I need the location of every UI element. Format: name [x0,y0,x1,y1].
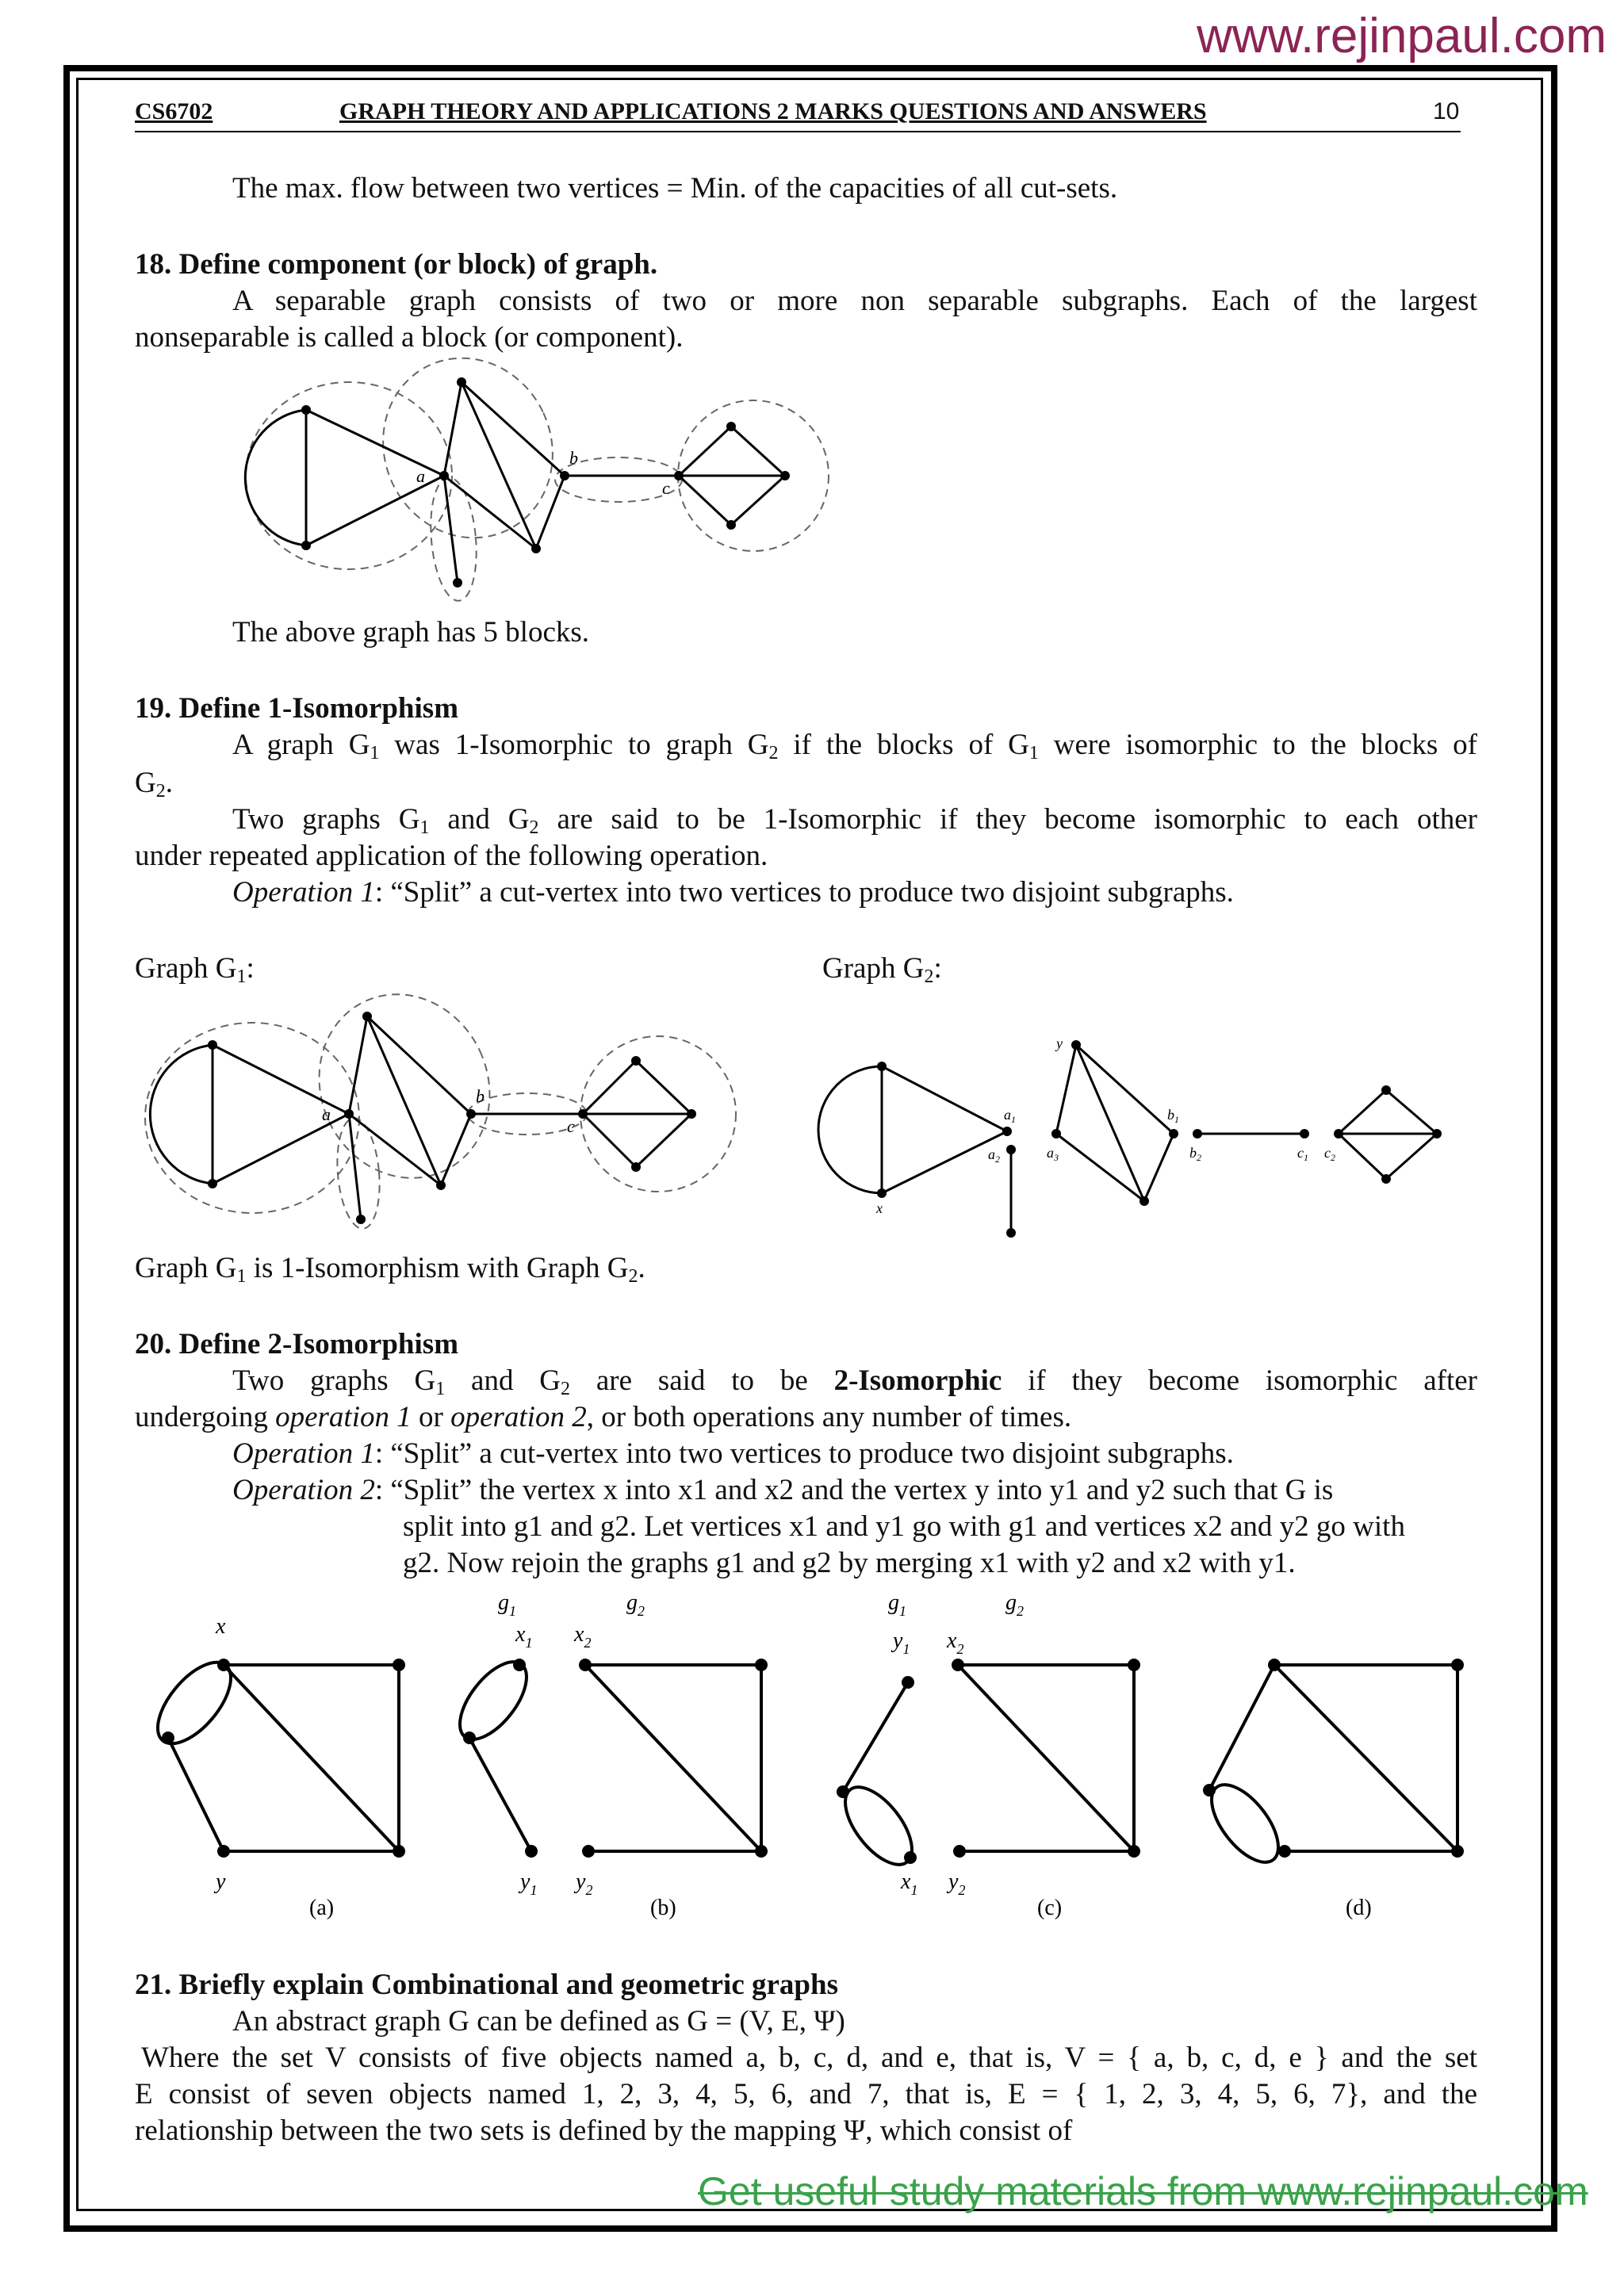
watermark-top[interactable]: www.rejinpaul.com [1197,9,1607,63]
fig-b-label: (b) [650,1896,676,1920]
q20-op2-line3: g2. Now rejoin the graphs g1 and g2 by merging x1 with y2 and x2 with y1. [403,1547,1296,1579]
q18-label-a: a [416,466,425,486]
fig-b-x2: $x_2$ [574,1622,592,1651]
q19-line1: A graph $G_1$ was 1-Isomorphic to graph $G_2$ if the blocks of $G_1$ were isomorphic to the blocks of [232,729,1477,763]
g2-label-x: x [876,1200,883,1216]
fig-b-g2: $g_2$ [626,1590,645,1619]
g2-label-a3: $a_3$ [1047,1145,1059,1163]
g1-label-b: b [476,1086,485,1106]
fig-c-g2: $g_2$ [1005,1590,1024,1619]
q20-op1: Operation 1: “Split” a cut-vertex into two vertices to produce two disjoint subgraphs. [232,1437,1234,1470]
q19-heading: 19. Define 1-Isomorphism [135,692,459,725]
fig-c-label: (c) [1037,1896,1063,1920]
q18-label-b: b [569,448,578,468]
q18-caption: The above graph has 5 blocks. [232,616,590,649]
fig-a-x: x [216,1614,226,1639]
watermark-bottom[interactable]: Get useful study materials from www.rejinpaul.com [698,2169,1588,2214]
q21-line3: E consist of seven objects named 1, 2, 3, 4, 5, 6, and 7, that is, E = { 1, 2, 3, 4, 5, 6, 7}, and the [135,2078,1477,2110]
q18-heading: 18. Define component (or block) of graph. [135,248,658,281]
course-code: CS6702 [135,98,213,124]
fig-c-x1: $x_1$ [901,1869,918,1898]
g2-label-y: y [1056,1035,1063,1051]
q20-line2: undergoing operation 1 or operation 2, or both operations any number of times. [135,1401,1072,1433]
q21-heading: 21. Briefly explain Combinational and geometric graphs [135,1969,838,2001]
intro-line: The max. flow between two vertices = Min. of the capacities of all cut-sets. [232,172,1118,205]
q20-op2-line1: Operation 2: “Split” the vertex x into x1 and x2 and the vertex y into y1 and y2 such that G is [232,1474,1334,1506]
g2-label-c2: $c_2$ [1324,1145,1335,1163]
q19-g2-label: Graph $G_2$: [822,952,942,987]
q18-para-line2: nonseparable is called a block (or component). [135,321,684,354]
fig-c-y2: $y_2$ [948,1869,966,1898]
q18-para-line1: A separable graph consists of two or more non separable subgraphs. Each of the largest [232,285,1477,317]
g1-label-a: a [322,1104,331,1124]
q19-line2: $G_2$. [135,767,173,802]
q20-line1: Two graphs $G_1$ and $G_2$ are said to be 2-Isomorphic if they become isomorphic after [232,1364,1477,1399]
header-title: GRAPH THEORY AND APPLICATIONS 2 MARKS QUESTIONS AND ANSWERS [339,98,1207,124]
fig-c-y1: $y_1$ [893,1628,910,1657]
g2-label-a2: $a_2$ [988,1146,1000,1165]
q19-op1: Operation 1: “Split” a cut-vertex into two vertices to produce two disjoint subgraphs. [232,876,1234,909]
g2-label-a1: $a_1$ [1004,1107,1016,1125]
g2-label-b2: $b_2$ [1189,1145,1201,1163]
fig-a-y: y [216,1869,226,1894]
q19-line3: Two graphs $G_1$ and $G_2$ are said to be 1-Isomorphic if they become isomorphic to each other [232,803,1477,838]
g2-label-c1: $c_1$ [1297,1145,1308,1163]
fig-c-g1: $g_1$ [888,1590,906,1619]
fig-d-label: (d) [1346,1896,1372,1920]
q20-op2-line2: split into g1 and g2. Let vertices x1 and y1 go with g1 and vertices x2 and y2 go with [403,1510,1405,1543]
fig-b-y2: $y_2$ [576,1869,593,1898]
fig-b-x1: $x_1$ [515,1622,533,1651]
fig-a-label: (a) [309,1896,335,1920]
q18-label-c: c [662,478,670,498]
fig-b-g1: $g_1$ [498,1590,516,1619]
fig-b-y1: $y_1$ [520,1869,538,1898]
q19-conclusion: Graph $G_1$ is 1-Isomorphism with Graph $G_2$. [135,1252,645,1287]
page-number: 10 [1433,98,1460,124]
q19-line4: under repeated application of the following operation. [135,840,768,872]
q20-heading: 20. Define 2-Isomorphism [135,1328,459,1360]
fig-c-x2: $x_2$ [947,1628,964,1657]
g1-label-c: c [567,1116,575,1136]
g2-label-b1: $b_1$ [1167,1107,1179,1125]
q21-line1: An abstract graph G can be defined as G = (V, E, Ψ) [232,2005,845,2038]
q21-line2: Where the set V consists of five objects named a, b, c, d, and e, that is, V = { a, b, c, d, e } and the set [141,2042,1477,2074]
q21-line4: relationship between the two sets is defined by the mapping Ψ, which consist of [135,2114,1073,2147]
q19-g1-label: Graph $G_1$: [135,952,255,987]
